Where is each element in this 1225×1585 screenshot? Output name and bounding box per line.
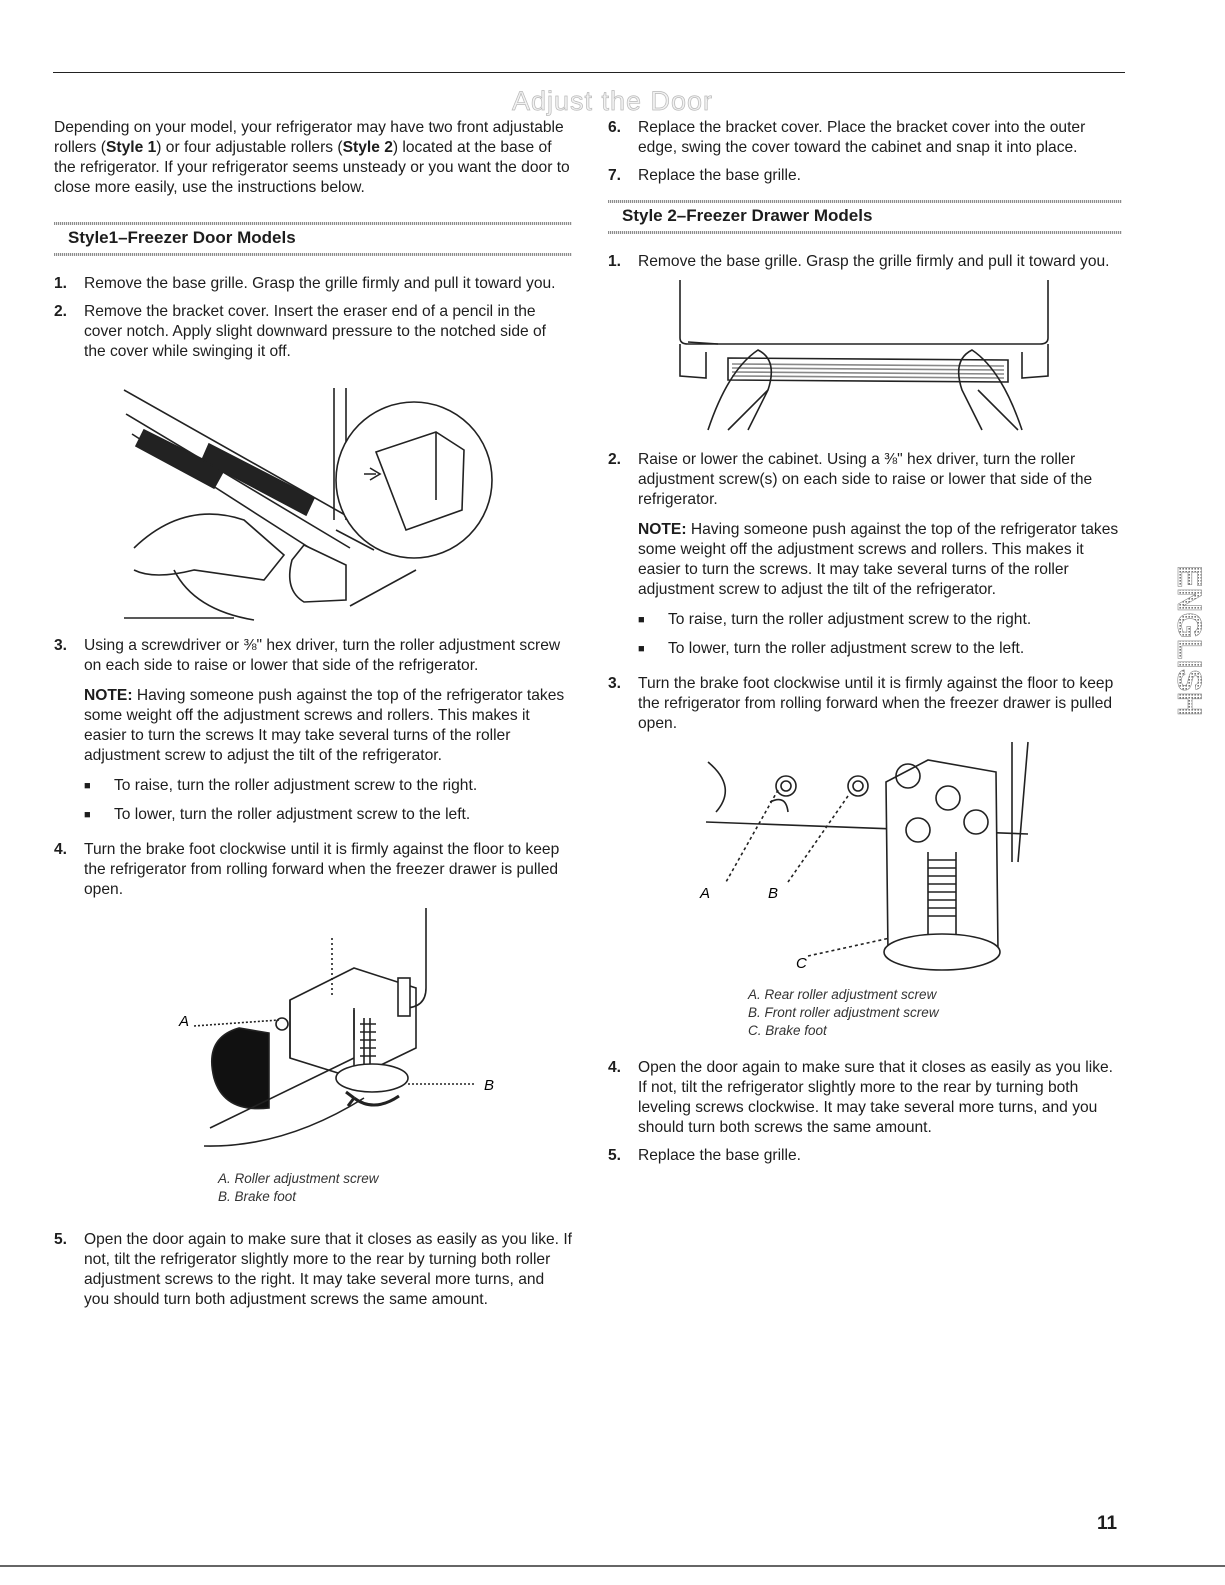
step-item: 1. Remove the base grille. Grasp the grille firmly and pull it toward you. bbox=[54, 275, 556, 292]
caption-block: A. Roller adjustment screw B. Brake foot bbox=[218, 1171, 379, 1204]
section-header-style2 bbox=[608, 200, 1122, 234]
square-bullet-icon: ■ bbox=[84, 780, 91, 792]
section-title: Style 2–Freezer Drawer Models bbox=[622, 206, 873, 225]
language-label: ENGLISH bbox=[1170, 565, 1208, 717]
label-c: C bbox=[796, 955, 807, 972]
list-item: ■ To raise, turn the roller adjustment screw to the right. bbox=[638, 611, 1032, 628]
bracket-cover-drawing bbox=[114, 370, 534, 634]
step-item: 5. Replace the base grille. bbox=[608, 1147, 801, 1164]
bullet-list bbox=[638, 610, 1122, 659]
label-a: A bbox=[700, 885, 711, 902]
roller-brake-illustration bbox=[54, 908, 572, 1178]
step-item: 1. Remove the base grille. Grasp the grille firmly and pull it toward you. bbox=[608, 253, 1110, 270]
note: NOTE: Having someone push against the top of the refrigerator takes some weight off the adjustment screws and rollers. This makes it easier to turn the screws It may take several turns of the roller adjustment screw to adjust the tilt of the refrigerator. bbox=[84, 687, 565, 764]
language-side-tab bbox=[1150, 565, 1208, 760]
list-item: ■ To lower, turn the roller adjustment screw to the left. bbox=[638, 640, 1025, 657]
step-item: 3. Turn the brake foot clockwise until it is firmly against the floor to keep the refrigerator from rolling forward when the freezer drawer is pulled open. bbox=[608, 675, 1114, 732]
grille-removal-drawing bbox=[608, 280, 1122, 450]
label-a: A bbox=[179, 1013, 190, 1030]
bottom-rule bbox=[0, 1565, 1225, 1567]
label-b: B bbox=[768, 885, 779, 902]
step-item: 6. Replace the bracket cover. Place the bracket cover into the outer edge, swing the cover toward the cabinet and snap it into place. bbox=[608, 119, 1086, 156]
step-item: 3. Using a screwdriver or ⅜" hex driver, turn the roller adjustment screw on each side to raise or lower that side of the refrigerator. NOTE: Having someone push against the top of the refrigerator takes some weight off the adjustment screws and rollers. This makes it easier to turn the screws It may take several turns of the roller adjustment screw to adjust the tilt of the refrigerator. ■ To raise, turn the roller adjustment screw to the right. ■ To lower, turn the roller adjustment screw to the left. bbox=[54, 636, 572, 834]
note: NOTE: Having someone push against the top of the refrigerator takes some weight off the adjustment screws and rollers. This makes it easier to turn the screws. It may take several turns of the roller adjustment screw to adjust the tilt of the refrigerator. bbox=[638, 521, 1119, 598]
bullet-list bbox=[84, 776, 572, 825]
bracket-cover-illustration bbox=[114, 370, 572, 636]
square-bullet-icon: ■ bbox=[638, 614, 645, 626]
step-item: 5. Open the door again to make sure that it closes as easily as you like. If not, tilt the refrigerator slightly more to the rear by turning both roller adjustment screws to the right. It may take several more turns, and you should turn both adjustment screws the same amount. bbox=[54, 1231, 572, 1308]
step-item: 2. Raise or lower the cabinet. Using a ⅜" hex driver, turn the roller adjustment screw(s) on each side to raise or lower that side of the refrigerator. NOTE: Having someone push against the top of the refrigerator takes some weight off the adjustment screws and rollers. This makes it easier to turn the screws. It may take several turns of the roller adjustment screw to adjust the tilt of the refrigerator. ■ To raise, turn the roller adjustment screw to the right. ■ To lower, turn the roller adjustment screw to the left. bbox=[608, 450, 1122, 668]
page-title: Adjust the Door bbox=[511, 86, 714, 116]
top-rule bbox=[53, 72, 1125, 73]
style2-roller-illustration bbox=[608, 742, 1122, 990]
square-bullet-icon: ■ bbox=[638, 643, 645, 655]
step-item: 7. Replace the base grille. bbox=[608, 167, 801, 184]
grille-removal-illustration bbox=[608, 280, 1122, 450]
left-column bbox=[54, 118, 572, 1318]
style2-roller-drawing bbox=[608, 742, 1122, 990]
caption-block: A. Rear roller adjustment screw B. Front roller adjustment screw C. Brake foot bbox=[748, 987, 939, 1038]
section-title: Style1–Freezer Door Models bbox=[68, 228, 296, 247]
right-column bbox=[608, 118, 1122, 1174]
intro-paragraph: Depending on your model, your refrigerator may have two front adjustable rollers (Style 1) or four adjustable rollers (Style 2) located at the base of the refrigerator. If your refrigerator seems unsteady or you want the door to close more easily, use the instructions below. bbox=[54, 119, 570, 196]
label-b: B bbox=[484, 1077, 495, 1094]
list-item: ■ To lower, turn the roller adjustment screw to the left. bbox=[84, 806, 471, 823]
list-item: ■ To raise, turn the roller adjustment screw to the right. bbox=[84, 777, 478, 794]
section-header-style1 bbox=[54, 222, 572, 256]
page-number: 11 bbox=[1097, 1513, 1118, 1534]
step-item: 2. Remove the bracket cover. Insert the eraser end of a pencil in the cover notch. Apply slight downward pressure to the notched side of the cover while swinging it off. bbox=[54, 303, 547, 360]
roller-brake-drawing bbox=[54, 908, 572, 1178]
square-bullet-icon: ■ bbox=[84, 809, 91, 821]
step-item: 4. Turn the brake foot clockwise until it is firmly against the floor to keep the refrigerator from rolling forward when the freezer drawer is pulled open. bbox=[54, 841, 560, 898]
step-item: 4. Open the door again to make sure that it closes as easily as you like. If not, tilt the refrigerator slightly more to the rear by turning both leveling screws clockwise. It may take several more turns, and you should turn both screws the same amount. bbox=[608, 1059, 1114, 1136]
